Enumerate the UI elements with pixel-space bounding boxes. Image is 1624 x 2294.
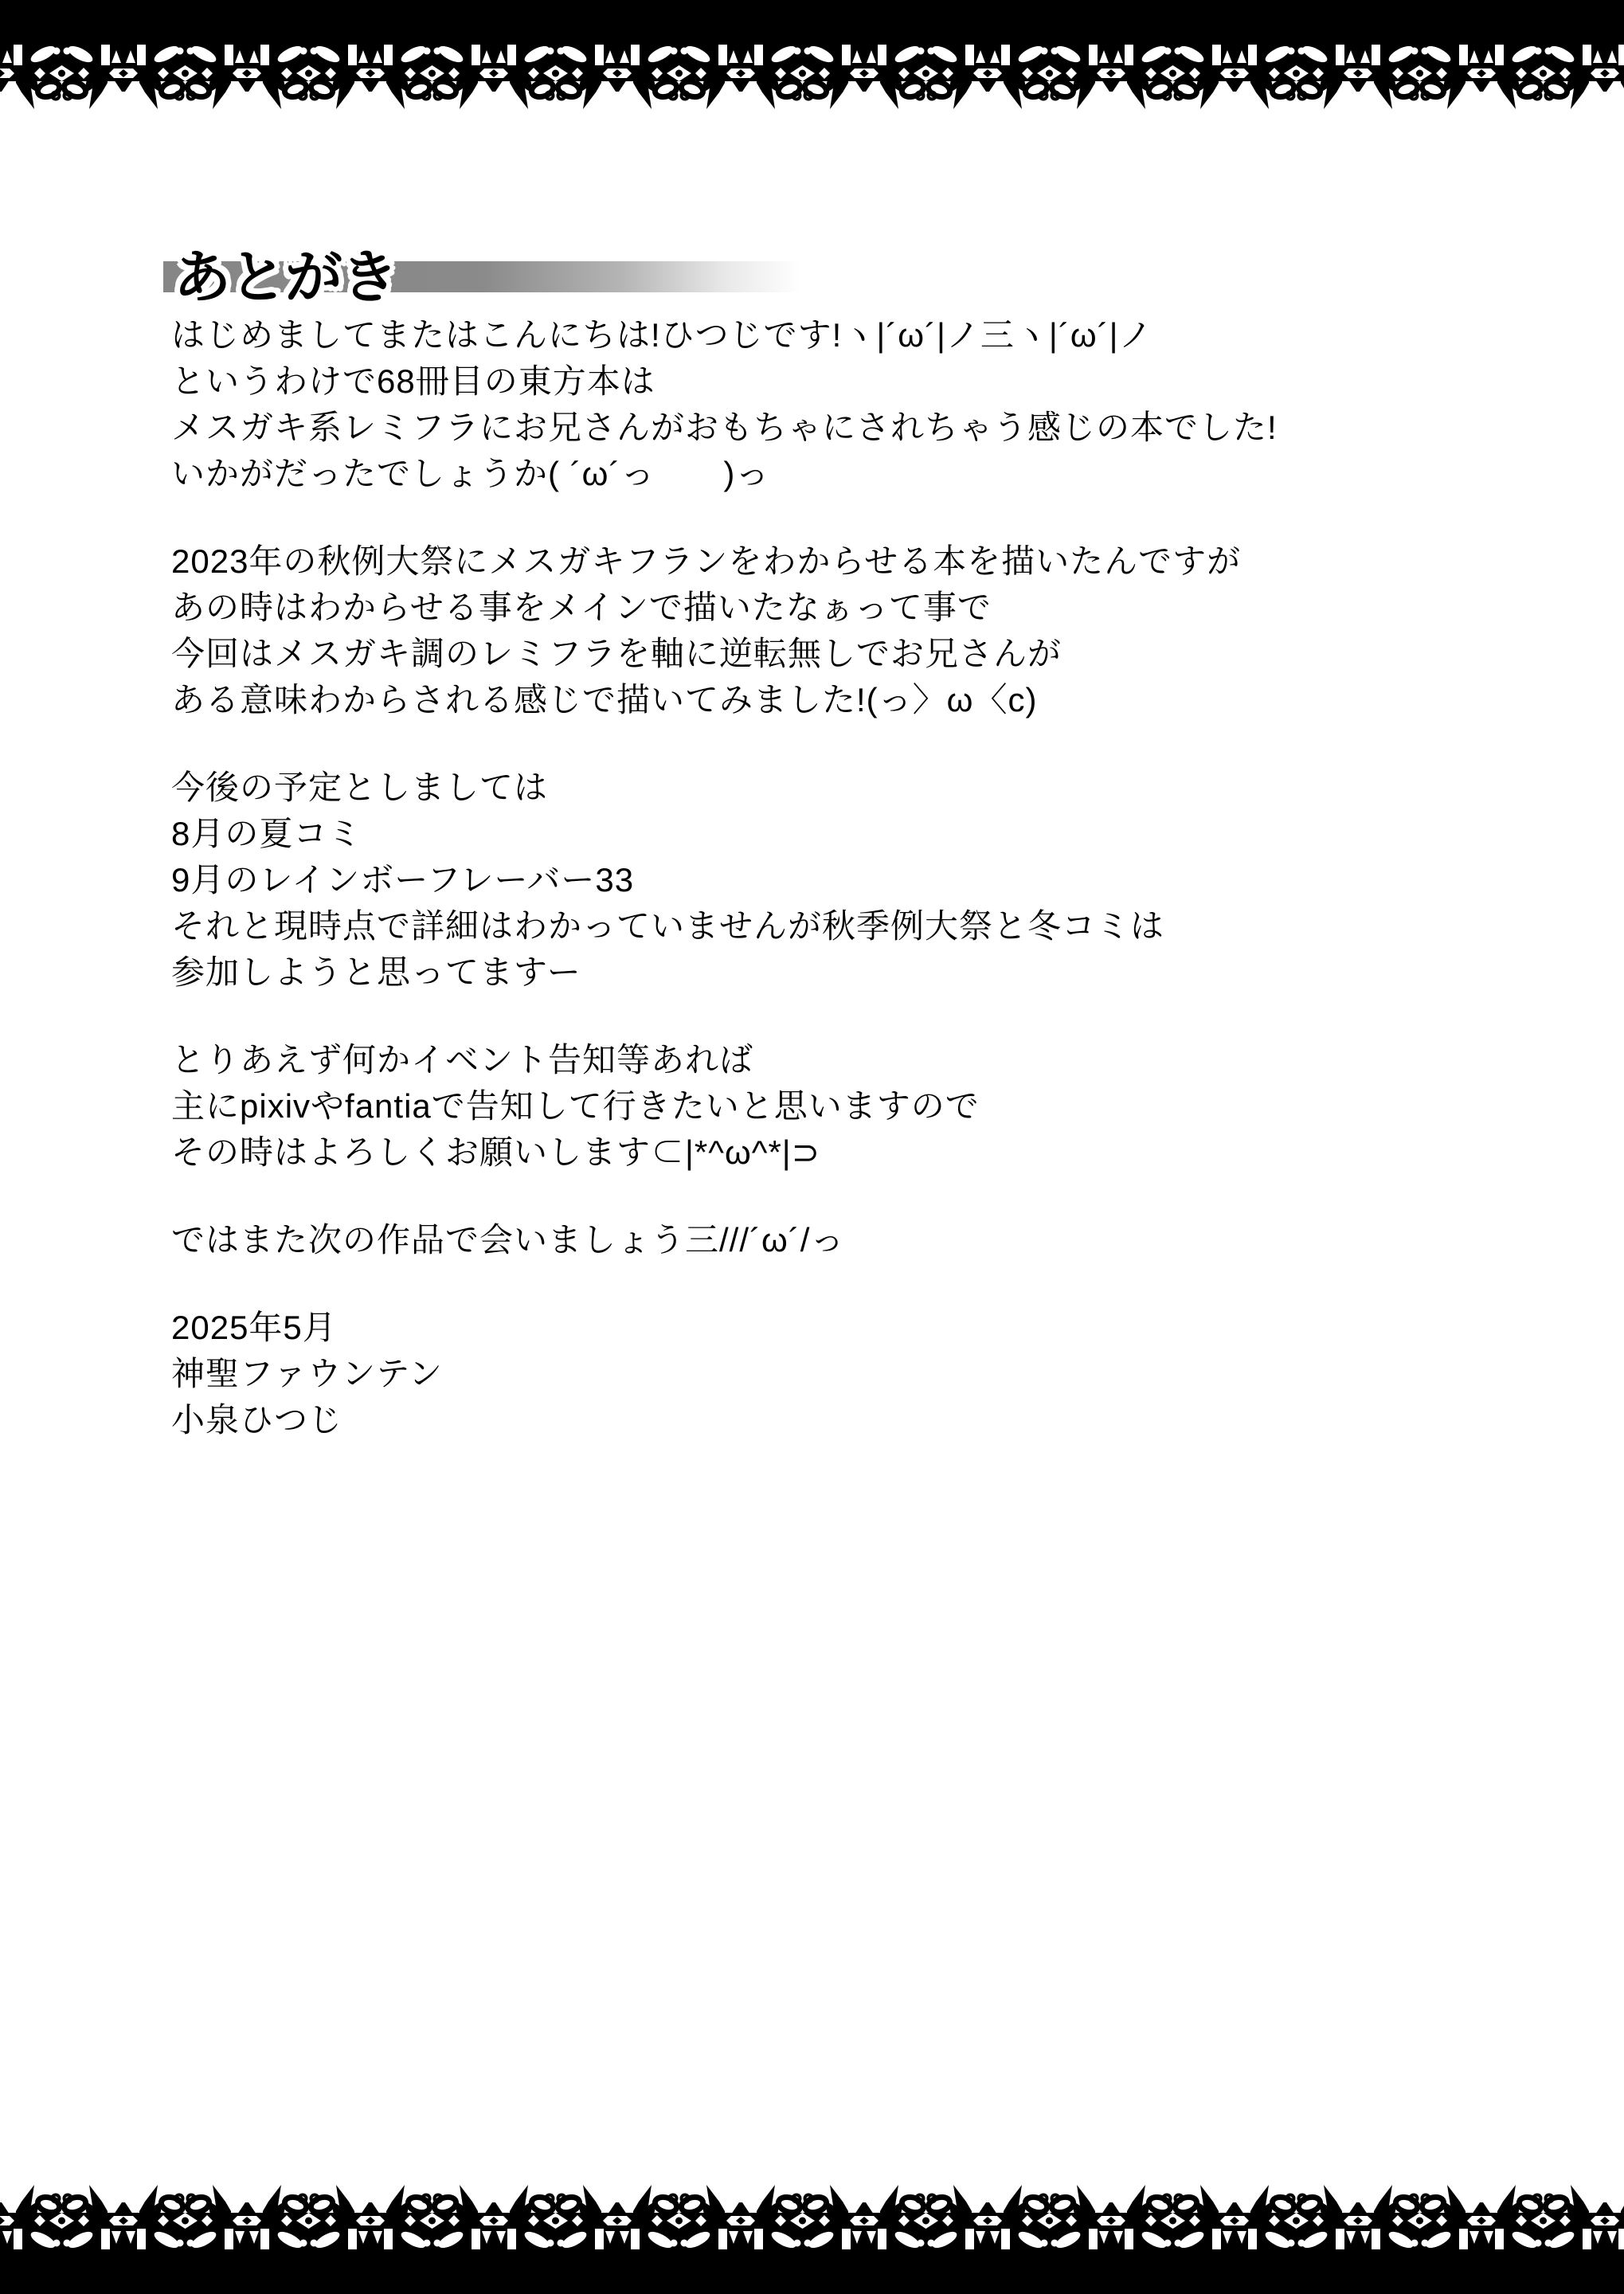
afterword-line: 参加しようと思ってますー xyxy=(171,953,581,991)
lace-trim-bottom-border xyxy=(0,2182,1624,2294)
afterword-paragraph xyxy=(171,765,1576,996)
afterword-paragraph xyxy=(171,538,1576,723)
page-title: あとがき xyxy=(174,246,397,310)
afterword-line: はじめましてまたはこんにちは!ひつじです!ヽ|´ω´|ノ三ヽ|´ω´|ノ xyxy=(171,316,1153,354)
afterword-line: 今後の予定としましては xyxy=(171,769,549,806)
afterword-line: その時はよろしくお願いします⊂|*^ω^*|⊃ xyxy=(171,1133,820,1171)
afterword-paragraph xyxy=(171,1037,1576,1176)
afterword-paragraph xyxy=(171,312,1576,497)
afterword-line: メスガキ系レミフラにお兄さんがおもちゃにされちゃう感じの本でした! xyxy=(171,409,1278,446)
afterword-closing-line: ではまた次の作品で会いましょう三///´ω´/っ xyxy=(171,1221,845,1259)
lace-pattern-icon xyxy=(0,2182,1624,2294)
afterword-line: 8月の夏コミ xyxy=(171,815,362,852)
signature-block xyxy=(171,1305,1576,1443)
signature-circle: 神聖ファウンテン xyxy=(171,1355,444,1392)
afterword-line: とりあえず何かイベント告知等あれば xyxy=(171,1041,754,1078)
afterword-line: それと現時点で詳細はわかっていませんが秋季例大祭と冬コミは xyxy=(171,907,1165,945)
signature-date: 2025年5月 xyxy=(171,1309,337,1346)
afterword-body xyxy=(171,312,1576,1485)
lace-pattern-icon xyxy=(0,0,1624,112)
lace-trim-top-border xyxy=(0,0,1624,112)
afterword-line: というわけで68冊目の東方本は xyxy=(171,362,655,400)
afterword-paragraph xyxy=(171,1217,1576,1263)
afterword-line: 今回はメスガキ調のレミフラを軸に逆転無しでお兄さんが xyxy=(171,635,1062,672)
afterword-line: ある意味わからされる感じで描いてみました!(っ〉ω〈c) xyxy=(171,681,1038,718)
afterword-line: いかがだったでしょうか( ´ω´っ )っ xyxy=(171,455,770,492)
afterword-line: あの時はわからせる事をメインで描いたなぁって事で xyxy=(171,589,992,626)
afterword-line: 2023年の秋例大祭にメスガキフランをわからせる本を描いたんですが xyxy=(171,542,1242,580)
afterword-line: 主にpixivやfantiaで告知して行きたいと思いますので xyxy=(171,1087,980,1125)
signature-author: 小泉ひつじ xyxy=(171,1401,343,1439)
afterword-line: 9月のレインボーフレーバー33 xyxy=(171,861,635,898)
